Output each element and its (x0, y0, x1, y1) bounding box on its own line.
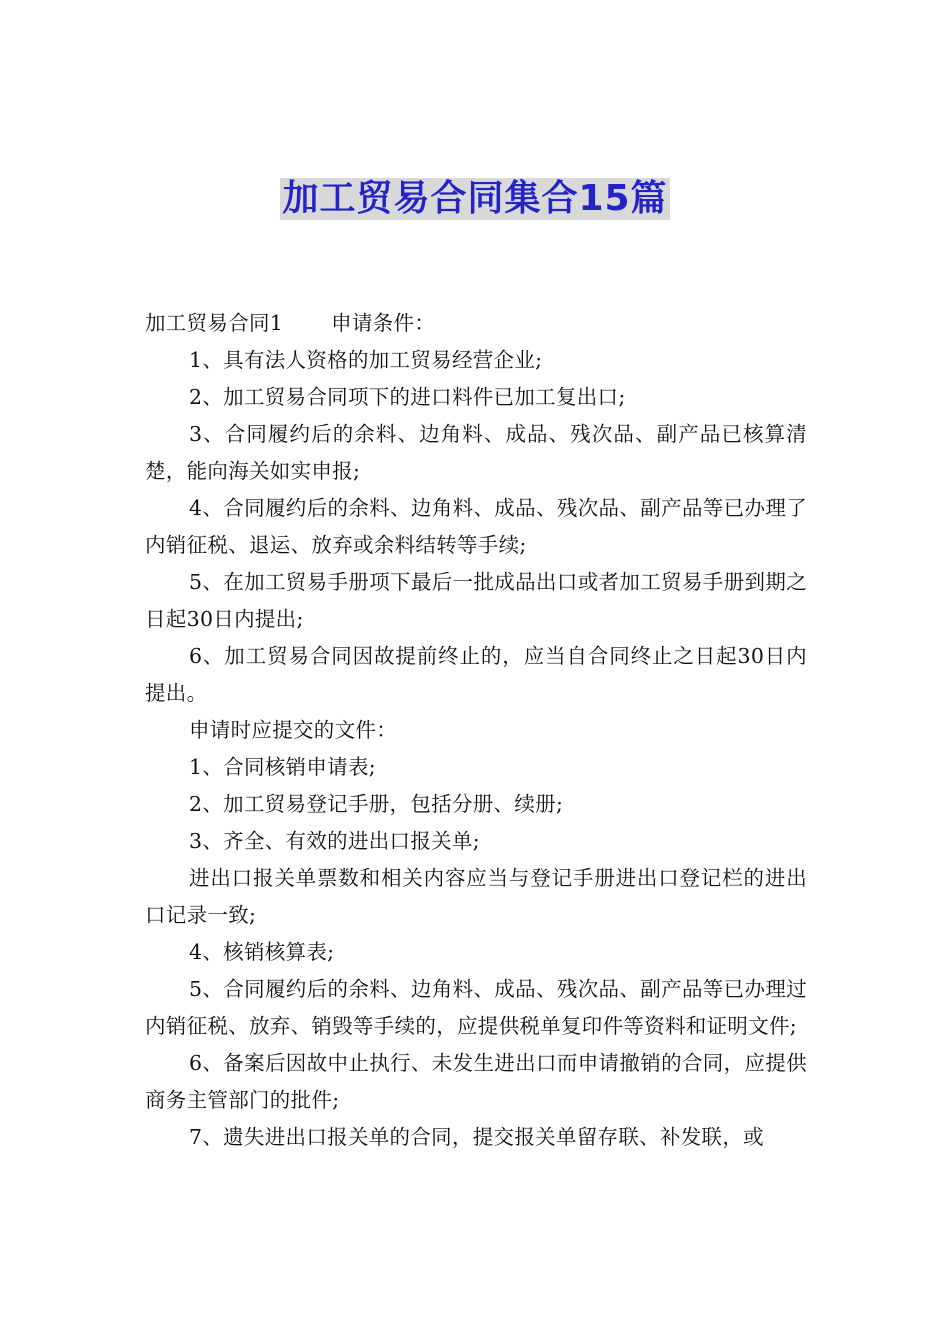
heading-subtitle: 申请条件： (331, 311, 436, 335)
paragraph: 6、加工贸易合同因故提前终止的，应当自合同终止之日起30日内提出。 (145, 644, 807, 705)
section-heading (145, 305, 807, 342)
document-body (145, 305, 807, 1156)
paragraph: 进出口报关单票数和相关内容应当与登记手册进出口登记栏的进出口记录一致; (145, 866, 807, 927)
paragraph: 2、加工贸易合同项下的进口料件已加工复出口; (189, 385, 626, 409)
paragraph: 2、加工贸易登记手册，包括分册、续册; (189, 792, 564, 816)
paragraph: 4、合同履约后的余料、边角料、成品、残次品、副产品等已办理了内销征税、退运、放弃或余料结转等手续; (145, 496, 807, 557)
title-container (0, 178, 950, 220)
paragraph: 3、齐全、有效的进出口报关单; (189, 829, 480, 853)
document-title: 加工贸易合同集合15篇 (282, 178, 668, 219)
paragraph: 申请时应提交的文件： (189, 718, 397, 742)
heading-label: 加工贸易合同1 (145, 311, 284, 335)
paragraph: 3、合同履约后的余料、边角料、成品、残次品、副产品已核算清楚，能向海关如实申报; (145, 422, 807, 483)
paragraph: 5、在加工贸易手册项下最后一批成品出口或者加工贸易手册到期之日起30日内提出; (145, 570, 807, 631)
paragraph: 1、合同核销申请表; (189, 755, 376, 779)
paragraph: 1、具有法人资格的加工贸易经营企业; (189, 348, 543, 372)
paragraph: 6、备案后因故中止执行、未发生进出口而申请撤销的合同，应提供商务主管部门的批件; (145, 1051, 807, 1112)
paragraph: 5、合同履约后的余料、边角料、成品、残次品、副产品等已办理过内销征税、放弃、销毁等手续的，应提供税单复印件等资料和证明文件; (145, 977, 807, 1038)
paragraph: 7、遗失进出口报关单的合同，提交报关单留存联、补发联，或 (189, 1125, 764, 1149)
paragraph: 4、核销核算表; (189, 940, 335, 964)
